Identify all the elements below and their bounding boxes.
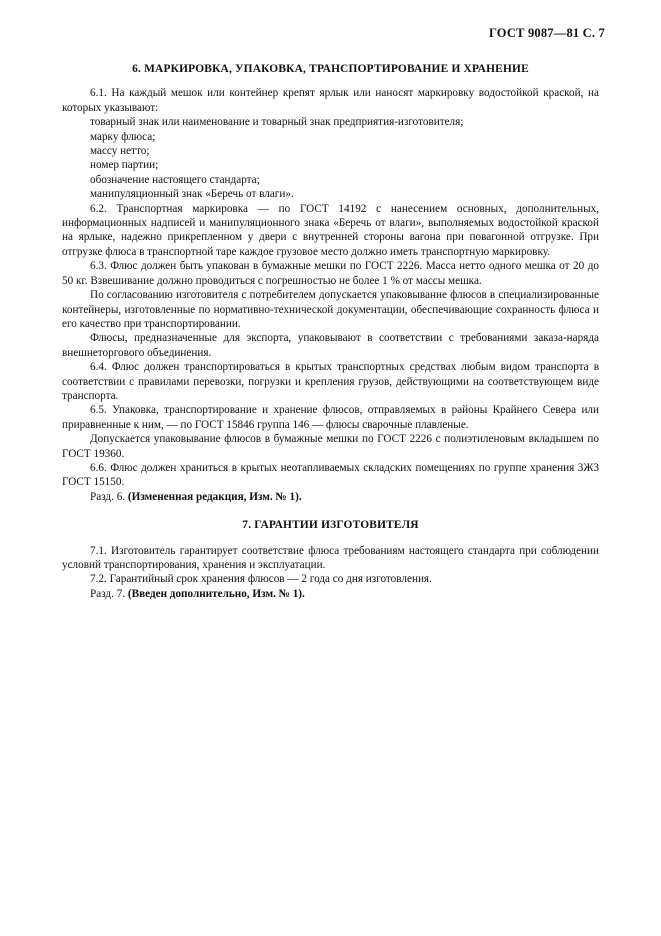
amendment-note-text: (Введен дополнительно, Изм. № 1). [127,587,305,600]
marking-list-item: товарный знак или наименование и товарный знак предприятия-изготовителя; [90,116,464,129]
clause-6-3-export: Флюсы, предназначенные для экспорта, упаковывают в соответствии с требованиями заказа-наряда внешнеторгового объединения. [62,332,599,359]
amendment-note-text: (Измененная редакция, Изм. № 1). [127,490,302,503]
marking-list-item: номер партии; [90,159,159,172]
section-6-title: 6. МАРКИРОВКА, УПАКОВКА, ТРАНСПОРТИРОВАНИЕ И ХРАНЕНИЕ [132,63,529,75]
marking-list-item: массу нетто; [90,145,150,158]
clause-7-2: 7.2. Гарантийный срок хранения флюсов — 2 года со дня изготовления. [90,573,432,586]
amendment-note-prefix: Разд. 7. [90,587,126,600]
section-7-amendment-note [62,587,599,601]
clause-7-1: 7.1. Изготовитель гарантирует соответствие флюса требованиям настоящего стандарта при соблюдении условий транспортирования, хранения и эксплуатации. [62,544,599,571]
section-7-title: 7. ГАРАНТИИ ИЗГОТОВИТЕЛЯ [242,519,419,532]
marking-list-item: манипуляционный знак «Беречь от влаги». [90,188,294,201]
clause-6-2: 6.2. Транспортная маркировка — по ГОСТ 14192 с нанесением основных, дополнительных, информационных надписей и манипуляционного знака «Беречь от влаги», выполняемых водостойкой краской на ярлыке, надежно прикрепленном у двери с внутренней стороны вагона при повагонной отгрузке. При отгрузке флюса в транспортной таре каждое грузовое место должно иметь транспортную маркировку. [62,202,599,258]
clause-6-5-liner: Допускается упаковывание флюсов в бумажные мешки по ГОСТ 2226 с полиэтиленовым вкладышем по ГОСТ 19360. [62,433,599,460]
clause-6-3: 6.3. Флюс должен быть упакован в бумажные мешки по ГОСТ 2226. Масса нетто одного мешка от 20 до 50 кг. Взвешивание должно проводиться с погрешностью не более 1 % от массы мешка. [62,260,599,287]
clause-6-4: 6.4. Флюс должен транспортироваться в крытых транспортных средствах любым видом транспорта в соответствии с правилами перевозки, погрузки и крепления грузов, действующими на соответствующем виде транспорта. [62,361,599,402]
marking-list-item: марку флюса; [90,130,156,143]
amendment-note-prefix: Разд. 6. [90,490,126,503]
clause-6-6: 6.6. Флюс должен храниться в крытых неотапливаемых складских помещениях по группе хранения 3Ж3 ГОСТ 15150. [62,461,599,489]
clause-6-3-containers: По согласованию изготовителя с потребителем допускается упаковывание флюсов в специализированные контейнеры, изготовленные по нормативно-технической документации, обеспечивающие сохранность флюса и его качество при транспортировании. [62,289,599,330]
section-6-amendment-note [62,490,599,504]
marking-list-item: обозначение настоящего стандарта; [90,173,260,186]
clause-6-5: 6.5. Упаковка, транспортирование и хранение флюсов, отправляемых в районы Крайнего Севера или приравненные к ним, — по ГОСТ 15846 группа 146 — флюсы сварочные плавленые. [62,404,599,431]
document-body [62,62,599,601]
clause-6-1: 6.1. На каждый мешок или контейнер крепят ярлык или наносят маркировку водостойкой краской, на которых указывают: [62,87,599,114]
page-header: ГОСТ 9087—81 С. 7 [488,26,605,40]
